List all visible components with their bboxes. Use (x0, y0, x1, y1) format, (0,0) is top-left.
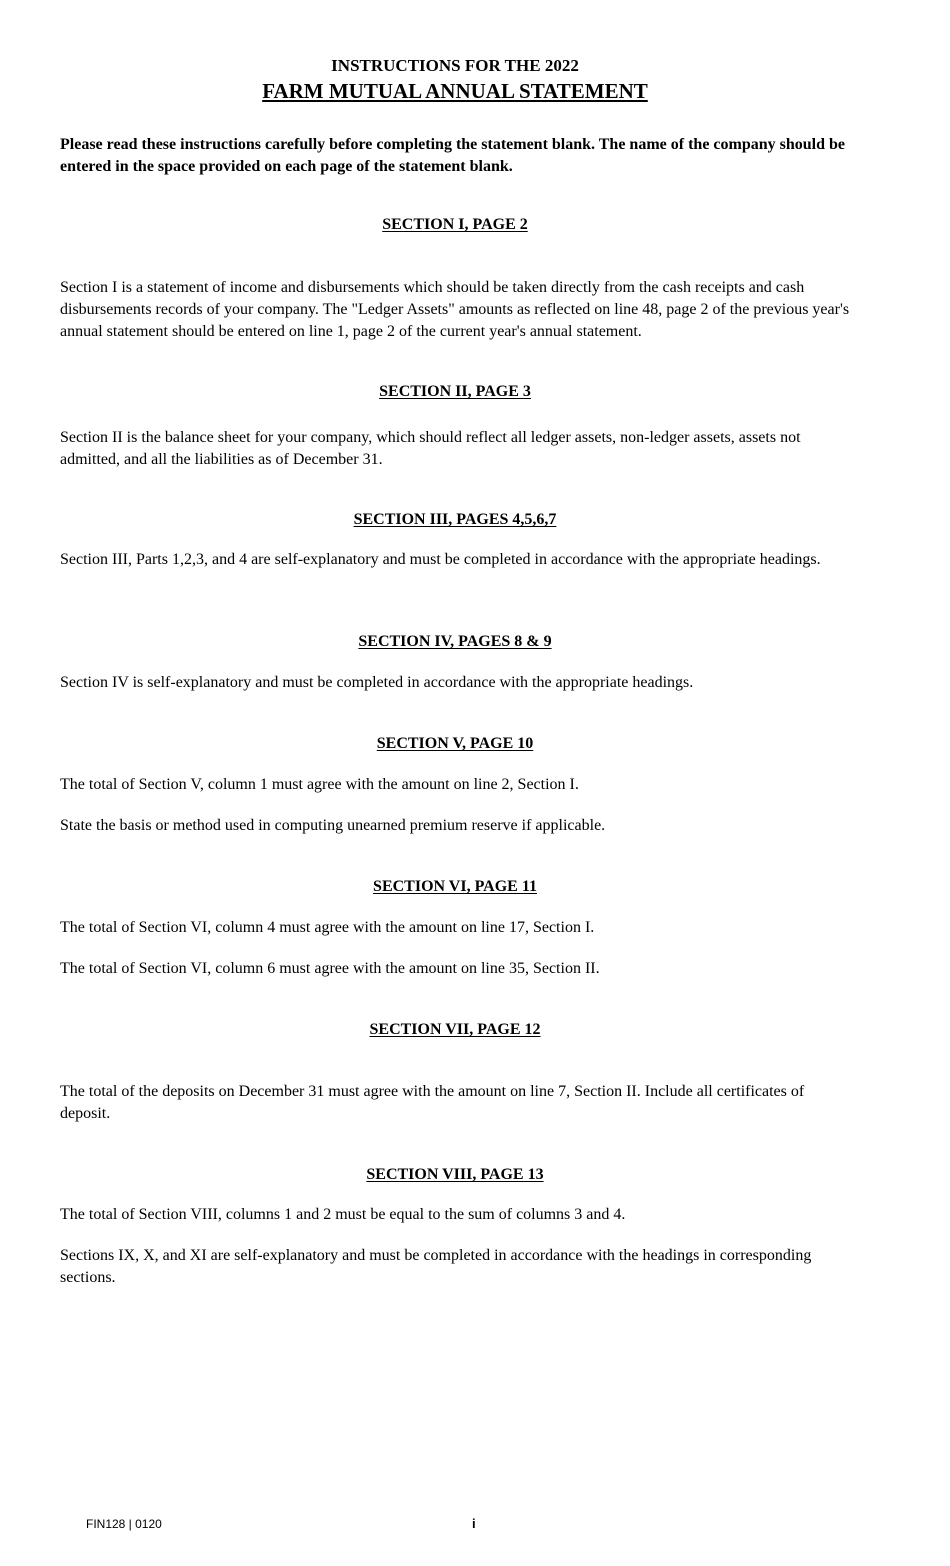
document-title-line1: INSTRUCTIONS FOR THE 2022 (331, 56, 579, 75)
section-4-heading: SECTION IV, PAGES 8 & 9 (358, 633, 552, 650)
section-1-paragraph: Section I is a statement of income and disbursements which should be taken directly from the cash receipts and cash disbursements records of your company. The "Ledger Assets" amounts as reflected on line 48, page 2 of the previous year's annual statement should be entered on line 1, page 2 of the current year's annual statement. (60, 279, 850, 340)
section-2-paragraph: Section II is the balance sheet for your company, which should reflect all ledger assets, non-ledger assets, assets not admitted, and all the liabilities as of December 31. (60, 429, 801, 468)
section-7-heading: SECTION VII, PAGE 12 (369, 1021, 541, 1038)
section-6-paragraph-2: The total of Section VI, column 6 must agree with the amount on line 35, Section II. (60, 960, 600, 977)
section-3-paragraph: Section III, Parts 1,2,3, and 4 are self-explanatory and must be completed in accordance with the appropriate headings. (60, 551, 821, 568)
section-5-paragraph-2: State the basis or method used in computing unearned premium reserve if applicable. (60, 817, 606, 834)
document-title-line2: FARM MUTUAL ANNUAL STATEMENT (262, 79, 648, 103)
section-6-heading: SECTION VI, PAGE 11 (373, 878, 537, 895)
footer-page-number: i (472, 1516, 476, 1531)
section-6-paragraph-1: The total of Section VI, column 4 must agree with the amount on line 17, Section I. (60, 919, 595, 936)
section-3-heading: SECTION III, PAGES 4,5,6,7 (353, 511, 557, 528)
section-7-paragraph: The total of the deposits on December 31 must agree with the amount on line 7, Section II. Include all certificates of deposit. (60, 1083, 805, 1122)
intro-instructions: Please read these instructions carefully before completing the statement blank. The name of the company should be entered in the space provided on each page of the statement blank. (60, 136, 846, 175)
section-8-paragraph-1: The total of Section VIII, columns 1 and 2 must be equal to the sum of columns 3 and 4. (60, 1206, 626, 1223)
footer-form-code: FIN128 | 0120 (86, 1517, 162, 1531)
section-2-heading: SECTION II, PAGE 3 (379, 383, 531, 400)
section-5-heading: SECTION V, PAGE 10 (376, 735, 534, 752)
section-4-paragraph: Section IV is self-explanatory and must be completed in accordance with the appropriate headings. (60, 674, 694, 691)
section-1-heading: SECTION I, PAGE 2 (382, 216, 528, 233)
section-8-paragraph-2: Sections IX, X, and XI are self-explanatory and must be completed in accordance with the headings in corresponding sections. (60, 1247, 812, 1286)
section-5-paragraph-1: The total of Section V, column 1 must agree with the amount on line 2, Section I. (60, 776, 579, 793)
section-8-heading: SECTION VIII, PAGE 13 (366, 1166, 544, 1183)
